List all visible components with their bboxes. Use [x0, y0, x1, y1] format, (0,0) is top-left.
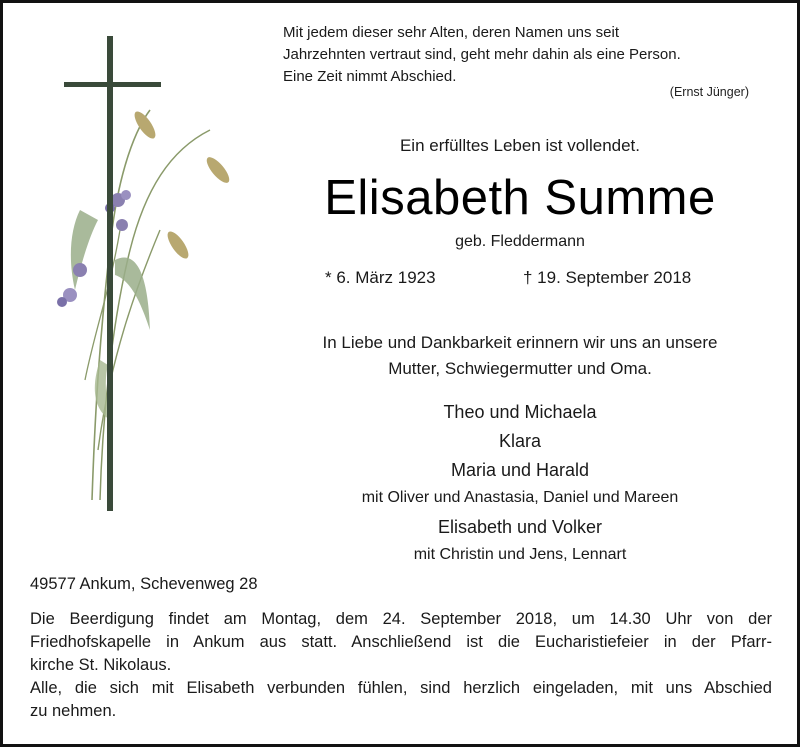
quote-line: Eine Zeit nimmt Abschied.: [283, 68, 457, 85]
quote-author: (Ernst Jünger): [669, 85, 749, 99]
funeral-notice: [30, 608, 772, 723]
message-line: In Liebe und Dankbarkeit erinnern wir uns an unsere: [322, 333, 718, 352]
remembrance-message: [270, 330, 770, 382]
deceased-name: Elisabeth Summe: [324, 171, 716, 225]
funeral-line: kirche St. Nikolaus.: [30, 656, 172, 674]
quote-line: Mit jedem dieser sehr Alten, deren Namen uns seit: [283, 24, 619, 41]
message-line: Mutter, Schwiegermutter und Oma.: [388, 359, 652, 378]
birth-name: geb. Fleddermann: [455, 233, 585, 250]
subtitle: Ein erfülltes Leben ist vollendet.: [399, 136, 641, 155]
death-date: † 19. September 2018: [523, 268, 692, 287]
family-member: Elisabeth und Volker: [437, 517, 603, 537]
family-children: mit Christin und Jens, Lennart: [413, 546, 627, 563]
family-list: [270, 398, 770, 570]
funeral-line: Alle, die sich mit Elisabeth verbunden fühlen, sind herzlich eingeladen, mit uns Abschied: [30, 679, 772, 697]
epigraph-quote: [283, 22, 763, 88]
family-member: Klara: [498, 431, 542, 451]
family-member: Theo und Michaela: [443, 402, 597, 422]
funeral-line: zu nehmen.: [30, 702, 117, 720]
address: 49577 Ankum, Schevenweg 28: [30, 575, 258, 593]
family-children: mit Oliver und Anastasia, Daniel und Mareen: [361, 489, 679, 506]
birth-date: * 6. März 1923: [325, 268, 436, 287]
family-member: Maria und Harald: [450, 460, 590, 480]
funeral-line: Friedhofskapelle in Ankum aus statt. Anschließend ist die Eucharistiefeier in der Pfarr-: [30, 633, 772, 651]
cross-with-wheat-icon: [40, 30, 270, 520]
quote-line: Jahrzehnten vertraut sind, geht mehr dahin als eine Person.: [283, 46, 681, 63]
funeral-line: Die Beerdigung findet am Montag, dem 24. September 2018, um 14.30 Uhr von der: [30, 610, 772, 628]
